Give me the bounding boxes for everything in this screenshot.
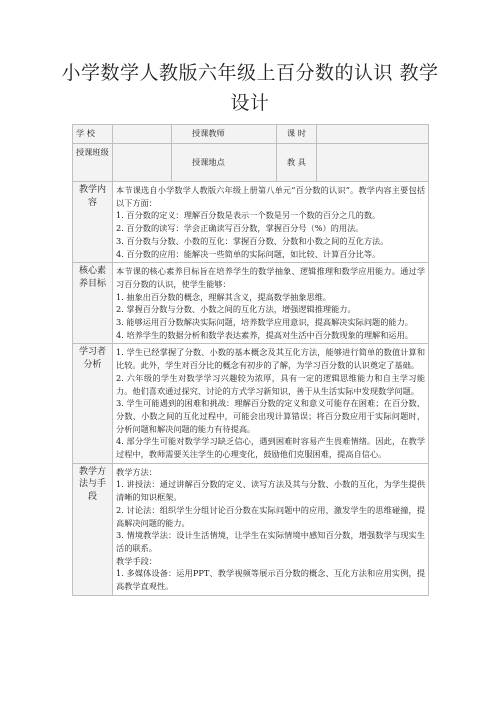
- page-title: 小学数学人教版六年级上百分数的认识 教学设计: [61, 62, 439, 114]
- section-line: 本节课的核心素养目标旨在培养学生的数学抽象、逻辑推理和数学应用能力。通过学习百分数的认识，使学生能够：: [116, 266, 426, 289]
- section-line: 1. 多媒体设备：运用PPT、教学视频等展示百分数的概念、互化方法和应用实例，提高教学直观性。: [116, 568, 426, 592]
- section-label: 教学方法与手段: [73, 463, 113, 595]
- section-line: 教学手段：: [116, 555, 157, 566]
- period-label: 课 时: [277, 125, 317, 144]
- section-line: 3. 学生可能遇到的困难和挑战：理解百分数的定义和意义可能存在困难；在百分数、分数、小数之间的互化过程中，可能会出现计算错误；将百分数应用于实际问题时，分析问题和解决问题的能力有待提高。: [116, 398, 426, 434]
- section-body: [113, 263, 429, 344]
- section-line: 3. 能够运用百分数解决实际问题，培养数学应用意识，提高解决实际问题的能力。: [116, 317, 413, 328]
- section-row-methods: [73, 463, 429, 595]
- section-body: [113, 463, 429, 595]
- section-line: 1. 讲授法：通过讲解百分数的定义、读写方法及其与分数、小数的互化，为学生提供清晰的知识框架。: [116, 479, 426, 503]
- section-row-content: [73, 182, 429, 263]
- period-value: [317, 125, 429, 144]
- section-line: 本节课选自小学数学人教版六年级上册第八单元“百分数的认识”。教学内容主要包括以下方面：: [116, 185, 426, 208]
- section-label: 学习者分析: [73, 344, 113, 463]
- section-row-goals: [73, 263, 429, 344]
- school-label: 学 校: [73, 125, 113, 144]
- section-line: 3. 百分数与分数、小数的互化：掌握百分数、分数和小数之间的互化方法。: [116, 235, 389, 246]
- header-row-2: [73, 144, 429, 182]
- section-line: 1. 抽象出百分数的概念，理解其含义，提高数学抽象思维。: [116, 291, 332, 302]
- school-value: [113, 125, 172, 144]
- lesson-plan-table: [72, 124, 429, 596]
- class-value: [113, 144, 172, 182]
- section-line: 2. 百分数的读写：学会正确读写百分数，掌握百分号（%）的用法。: [116, 223, 364, 234]
- section-body: [113, 182, 429, 263]
- section-line: 4. 百分数的应用：能解决一些简单的实际问题，如比较、计算百分比等。: [116, 248, 381, 259]
- section-label: 核心素养目标: [73, 263, 113, 344]
- header-row-1: [73, 125, 429, 144]
- section-label: 教学内容: [73, 182, 113, 263]
- section-line: 2. 掌握百分数与分数、小数之间的互化方法，增强逻辑推理能力。: [116, 304, 356, 315]
- section-body: [113, 344, 429, 463]
- section-line: 4. 部分学生可能对数学学习缺乏信心，遇到困难时容易产生畏难情绪。因此，在教学过程中，教师需要关注学生的心理变化，鼓励他们克服困难，提高自信心。: [116, 436, 426, 460]
- textbook-value: [317, 144, 429, 182]
- section-line: 2. 六年级的学生对数学学习兴趣较为浓厚，具有一定的逻辑思维能力和自主学习能力。他们喜欢通过探究、讨论的方式学习新知识，善于从生活实际中发现数学问题。: [116, 372, 426, 396]
- section-line: 1. 百分数的定义：理解百分数是表示一个数是另一个数的百分之几的数。: [116, 210, 381, 221]
- section-line: 4. 培养学生的数据分析和数学表达素养，提高对生活中百分数现象的理解和运用。: [116, 329, 413, 340]
- teacher-label: 授课教师: [172, 125, 277, 144]
- section-line: 3. 情境教学法：设计生活情境，让学生在实际情境中感知百分数，增强数学与现实生活的联系。: [116, 530, 426, 553]
- section-row-learners: [73, 344, 429, 463]
- section-line: 2. 讨论法：组织学生分组讨论百分数在实际问题中的应用，激发学生的思维碰撞，提高解决问题的能力。: [116, 504, 426, 528]
- class-label: 授课班级: [73, 144, 113, 182]
- section-line: 教学方法：: [116, 466, 157, 477]
- section-line: 1. 学生已经掌握了分数、小数的基本概念及其互化方法，能够进行简单的数值计算和比较。此外，学生对百分比的概念有初步的了解，为学习百分数的认识奠定了基础。: [116, 347, 426, 371]
- textbook-label: 教 具: [277, 144, 317, 182]
- location-label: 授课地点: [172, 144, 277, 182]
